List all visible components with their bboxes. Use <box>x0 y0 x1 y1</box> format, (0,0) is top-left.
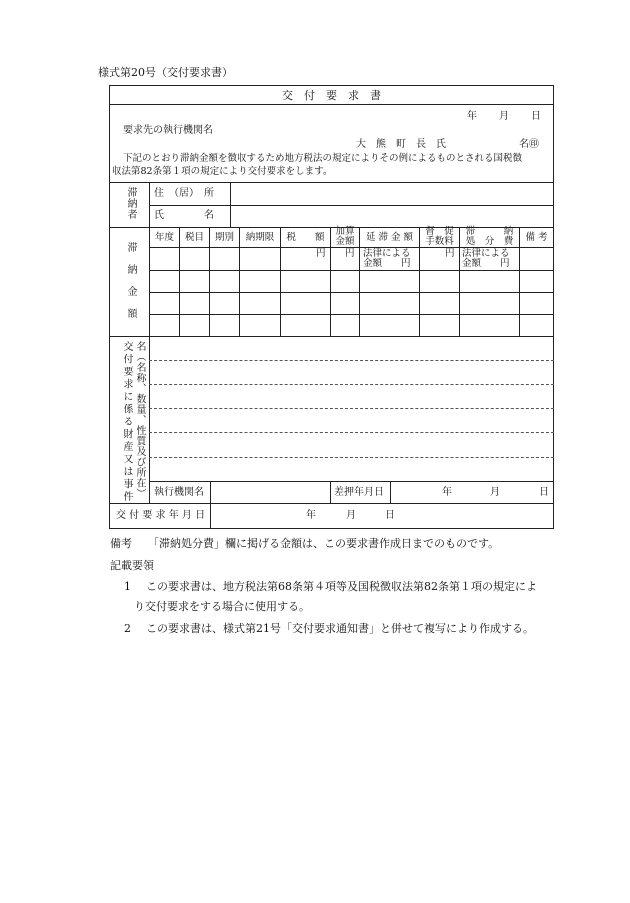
instruction-2-line1: この要求書は、様式第21号「交付要求通知書」と併せて複写により作成する。 <box>146 622 534 635</box>
request-month: 月 <box>346 510 356 521</box>
header-tax-amount: 税 額 <box>286 232 325 243</box>
seizure-year: 年 <box>442 487 452 498</box>
address-label: 住 （居） 所 <box>154 188 214 199</box>
header-delay: 延 滞 金 額 <box>365 232 414 243</box>
date-month: 月 <box>499 111 509 122</box>
property-label-col1: 交付要求に係る財産又は事件 <box>121 341 132 504</box>
recipient-label: 要求先の執行機関名 <box>123 125 213 136</box>
unit-disposition-line1: 法律による <box>462 248 510 259</box>
seizure-date-label: 差押年月日 <box>334 487 384 498</box>
intro-text-line2: 収法第82条第１項の規定により交付要求をします。 <box>112 166 333 177</box>
header-dunning-line2: 手数料 <box>425 236 454 247</box>
name-field[interactable] <box>231 206 553 227</box>
property-label-col2: 名（名称、数量、性質及び所在） <box>134 341 145 499</box>
address-field[interactable] <box>231 183 553 205</box>
executing-agency-label: 執行機関名 <box>154 487 204 498</box>
instruction-1-number: 1 <box>124 580 131 593</box>
instruction-1-line2: り交付要求をする場合に使用する。 <box>134 600 310 613</box>
unit-delay-line2: 金額 円 <box>363 258 411 269</box>
header-disposition-line1: 滞 納 <box>465 226 514 237</box>
intro-text-line1: 下記のとおり滞納金額を徴収するため地方税法の規定によりその例によるものとされる国税徴 <box>123 153 523 164</box>
date-year: 年 <box>467 111 477 122</box>
header-surcharge-line2: 金額 <box>335 236 355 247</box>
form-number: 様式第20号（交付要求書） <box>98 66 233 79</box>
unit-dunning: 円 <box>445 248 455 259</box>
instruction-1-line1: この要求書は、地方税法第68条第４項等及国税徴収法第82条第１項の規定によ <box>146 580 537 593</box>
unit-surcharge: 円 <box>345 248 355 259</box>
header-disposition-line2: 処 分 費 <box>465 236 514 247</box>
executing-agency-field[interactable] <box>211 482 330 503</box>
request-date-label: 交 付 要 求 年 月 日 <box>116 510 206 521</box>
name-label: 氏 名 <box>154 210 214 221</box>
header-fiscal-year: 年度 <box>154 232 174 243</box>
sender-office: 大 熊 町 長 氏 <box>356 139 446 150</box>
request-year: 年 <box>306 510 316 521</box>
form-title: 交 付 要 求 書 <box>282 89 381 102</box>
instructions-heading: 記載要領 <box>110 559 154 572</box>
instruction-2-number: 2 <box>124 622 131 635</box>
unit-disposition-line2: 金額 円 <box>462 258 510 269</box>
delinquent-label: 滞納者 <box>125 187 136 220</box>
header-surcharge-line1: 加算 <box>335 226 355 237</box>
header-period: 期別 <box>214 232 234 243</box>
property-field[interactable] <box>150 337 553 481</box>
unit-delay-line1: 法律による <box>363 248 411 259</box>
unit-tax-amount: 円 <box>316 248 326 259</box>
date-day: 日 <box>531 111 541 122</box>
header-tax-item: 税目 <box>184 232 204 243</box>
seizure-month: 月 <box>490 487 500 498</box>
header-dunning-line1: 督 促 <box>425 226 454 237</box>
note-text: 「滞納処分費」欄に掲げる金額は、この要求書作成日までのものです。 <box>148 537 500 550</box>
header-remarks: 備 考 <box>525 232 548 243</box>
request-day: 日 <box>385 510 395 521</box>
note-label: 備考 <box>110 537 132 550</box>
seal-mark: 名㊞ <box>519 139 539 150</box>
header-due-date: 納期限 <box>245 232 275 243</box>
seizure-day: 日 <box>539 487 549 498</box>
amount-section-label: 滞納金額 <box>125 242 136 330</box>
